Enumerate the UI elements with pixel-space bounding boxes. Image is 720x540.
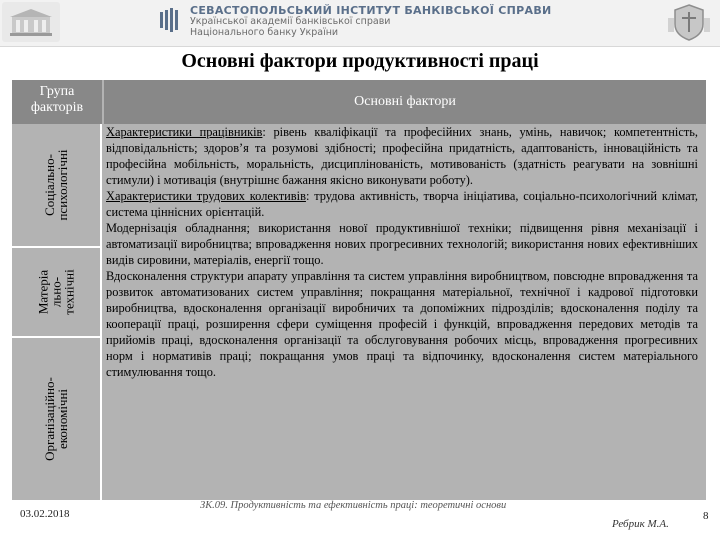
group-label <box>37 269 76 314</box>
paragraph-collectives <box>106 188 698 220</box>
page-number: 8 <box>703 510 709 522</box>
workers-characteristics-heading: Характеристики працівників <box>106 125 263 139</box>
coat-of-arms-icon <box>660 2 718 42</box>
header-main-column: Основні фактори <box>104 80 706 124</box>
slide-header <box>0 0 720 47</box>
institute-name-block <box>190 5 610 38</box>
institute-name: СЕВАСТОПОЛЬСЬКИЙ ІНСТИТУТ БАНКІВСЬКОЇ СПРАВИ <box>190 4 552 17</box>
group-label <box>43 149 69 220</box>
group-label-line: льно- <box>48 276 64 308</box>
footer-author: Ребрик М.А. <box>612 518 669 530</box>
group-label-line: економічні <box>55 388 70 450</box>
collectives-characteristics-heading: Характеристики трудових колективів <box>106 189 306 203</box>
group-cell-socio-psychological <box>12 124 102 246</box>
workers-characteristics-text: : рівень кваліфікації та професійних знань, умінь, навичок; компетентність, відповідальність; здоров’я та розумові здібності; професійна придатність, адаптованість, інноваційність та професійна мобільність, моральність, дисциплінованість, мотивованість (здатність реагувати на зовнішні стимули) і мотивація (внутрішнє бажання якісно виконувати роботу). <box>106 125 698 187</box>
bank-mark-icon <box>160 8 182 32</box>
group-label-line: Соціально- <box>42 154 57 216</box>
footer-date: 03.02.2018 <box>20 508 70 520</box>
group-label-line: технічні <box>61 269 77 315</box>
factors-content <box>106 124 698 380</box>
footer-course-title: ЗК.09. Продуктивність та ефективність праці: теоретичні основи <box>200 500 507 511</box>
header-group-line1: Група <box>39 84 75 99</box>
header-group-line2: факторів <box>30 100 84 115</box>
paragraph-material-technical: Модернізація обладнання; використання нової продуктивнішої техніки; підвищення рівня механізації і автоматизації виробництва; впровадження нових прогресивних технологій; використання нових ефективніших видів сировини, матеріалів, енергії тощо. <box>106 221 698 267</box>
group-label-line: психологічні <box>55 149 70 221</box>
paragraph-workers <box>106 124 698 188</box>
slide-title: Основні фактори продуктивності праці <box>181 50 539 72</box>
academy-name: Української академії банківської справи <box>190 16 391 27</box>
header-group-column <box>12 80 102 124</box>
bank-name: Національного банку України <box>190 27 339 38</box>
group-cell-material-technical <box>12 248 102 336</box>
paragraph-organizational-economic: Вдосконалення структури апарату управління та систем управління виробництвом, повсюдне впровадження та розвиток автоматизованих систем управління; покращання матеріальної, технічної і кадрової підготовки виробництва, вдосконалення організації виробничих та допоміжних підрозділів; вдосконалення поділу та кооперації праці, розширення сфери суміщення професій і функцій, впровадження передових методів та прийомів праці, вдосконалення організації та обслуговування робочих місць, впровадження прогресивних норм і нормативів праці; покращання умов праці та відпочинку, вдосконалення систем матеріального стимулювання тощо. <box>106 269 698 379</box>
group-cell-organizational-economic <box>12 338 102 500</box>
group-label-line: Організаційно- <box>42 377 57 461</box>
collectives-characteristics-text: : трудова активність, творча ініціатива, соціально-психологічний клімат, система ціннісних орієнтацій. <box>106 189 698 219</box>
building-shape <box>10 8 52 36</box>
group-label <box>43 377 69 461</box>
group-label-line: Матеріа <box>35 269 51 315</box>
building-icon <box>2 2 60 42</box>
